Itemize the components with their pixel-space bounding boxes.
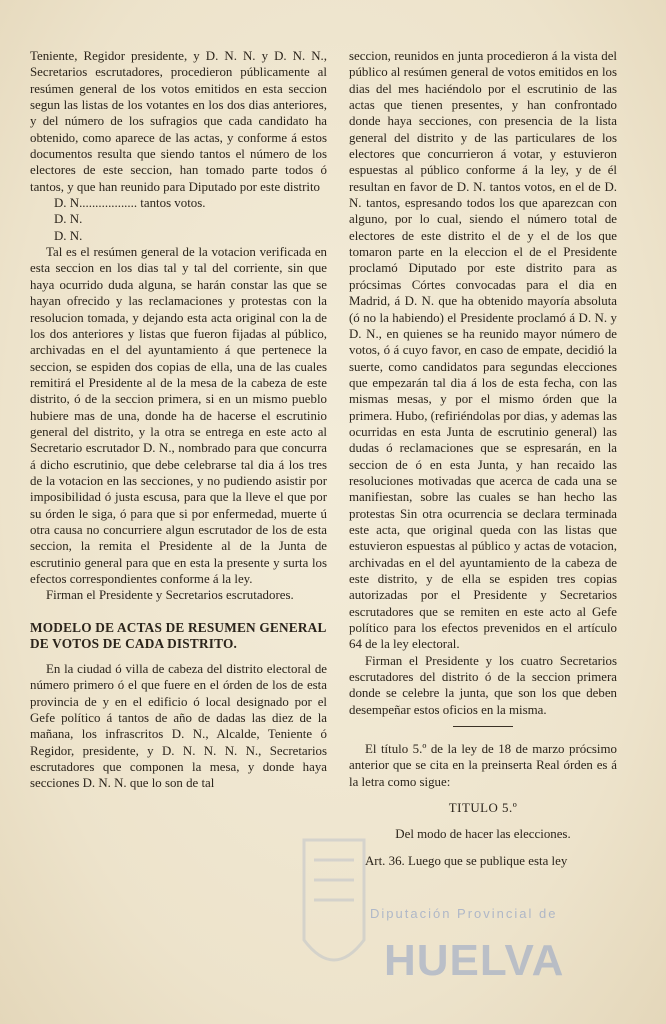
paragraph: Firman el Presidente y Secretarios escrutadores. [46,588,294,603]
paragraph: El título 5.º de la ley de 18 de marzo prócsimo anterior que se cita en la preinserta Real órden es á la letra como sigue: [349,742,617,789]
paragraph: Tal es el resúmen general de la votacion verificada en esta seccion en los dias tal y tal del corriente, sin que haya ocurrido duda alguna, se harán constar las que se hayan ofrecido y las reclamaciones y protestas con la resolucion tomada, y dejando esta acta original con la de los dos anteriores y listas que fueron fijadas al público, archivadas en el del ayuntamiento á que pertenece la seccion, se espiden dos copias de ella, una de las cuales remitirá el Presidente al de la mesa de la cabeza de este distrito, ó de la seccion primera, si en un mismo pueblo hubiere mas de una, donde ha de hacerse el escrutinio general del distrito, y la otra se entrega en este acto al Secretario escrutador D. N., nombrado para que concurra á dicho escrutinio, que debe celebrarse tal dia á los tres de la votacion en las secciones, y no pudiendo asistir por imposibilidad ó justa escusa, para que la lleve el que por su órden le siga, ó para que si por enfermedad, muerte ú otra causa no concurriere algun escrutador de los de esta seccion, la remita el Presidente al de la Junta de escrutinio general para que en esta la presente y surta los efectos correspondientes conforme á la ley. [30,245,327,586]
left-column [30,48,327,792]
watermark-title: HUELVA [384,936,565,985]
vote-line: D. N.................. tantos votos. [54,196,206,211]
subtitle: Del modo de hacer las elecciones. [395,827,571,842]
paragraph: seccion, reunidos en junta procedieron á la vista del público al resúmen general de votos emitidos en los dias del mes haciéndolo por el escrutinio de las actas que tienen presentes, y han confrontado donde haya secciones, con presencia de la lista general del distrito y de las particulares de los electores que concurrieron á votar, y estuvieron espuestas al público conforme á la ley, y de él resultan en favor de D. N. tantos votos, en el de D. N. tantos, espresando todos los que aparezcan con alguno, por lo cual, siendo el número total de electores de este distrito el de y el de los que tomaron parte en la eleccion el de el Presidente proclamó Diputado por este distrito para as prócsimas Córtes convocadas para el dia en Madrid, á D. N. que ha obtenido mayoría absoluta (ó no la habiendo) el Presidente proclamó á D. N. y D. N., en quienes se ha reunido mayor número de votos, ó á cuyo favor, en caso de empate, decidió la suerte, como candidatos para segundas elecciones que empezarán tal dia á los de esta fecha, con las mismas mesas, y por el mismo órden que la primera. Hubo, (refiriéndolas por dias, y ademas las ocurridas en esta Junta de escrutinio general) las dudas ó reclamaciones que se espresarán, en la seccion de ó en esta Junta, y han recaido las resoluciones motivadas que acerca de cada una se manifiestan, sobre las cuales se han hecho las protestas Sin otra ocurrencia se declara terminada este acta, que original queda con las listas que estuvieron espuestas al público y actas de votacion, archivadas en el del ayuntamiento de la cabeza de este distrito, y de ella se espiden tres copias autorizadas por el Presidente y Secretarios escrutadores que se remiten en este acto al Gefe político para los efectos prevenidos en el artículo 64 de la ley electoral. [349,49,617,652]
right-column [349,48,617,869]
title-heading: TITULO 5.º [448,801,518,816]
paragraph: Firman el Presidente y los cuatro Secretarios escrutadores del distrito ó de la seccion primera donde se celebre la junta, que son los que deben desempeñar estos oficios en la misma. [349,653,617,717]
paragraph: Teniente, Regidor presidente, y D. N. N. y D. N. N., Secretarios escrutadores, procedieron públicamente al resúmen general de los votos emitidos en esta seccion segun las listas de los votantes en los dos dias anteriores, y del número de los sufragios que cada candidato ha obtenido, como aparece de las actas, y conforme á estos documentos resulta que siendo tantos el número de los electores de este seccion, han tomado parte todos ó tantos, y que han reunido para Diputado por este distrito [30,49,327,194]
watermark-subtitle: Diputación Provincial de [370,906,558,921]
article-paragraph: Art. 36. Luego que se publique esta ley [365,853,568,868]
divider [453,726,513,727]
paragraph: En la ciudad ó villa de cabeza del distrito electoral de número primero ó el que fuere en el órden de los de esta provincia de y en el edificio ó local designado por el Gefe político á tantos de año de dadas las diez de la mañana, los infrascritos D. N., Alcalde, Teniente ó Regidor, presidente, y D. N. N. N. N., Secretarios escrutadores que componen la mesa, y donde haya secciones D. N. N. que lo son de tal [30,661,327,791]
vote-line: D. N. [54,212,83,227]
section-heading: MODELO DE ACTAS DE RESUMEN GENERAL DE VOTOS DE CADA DISTRITO. [30,619,326,652]
vote-line: D. N. [54,228,83,243]
